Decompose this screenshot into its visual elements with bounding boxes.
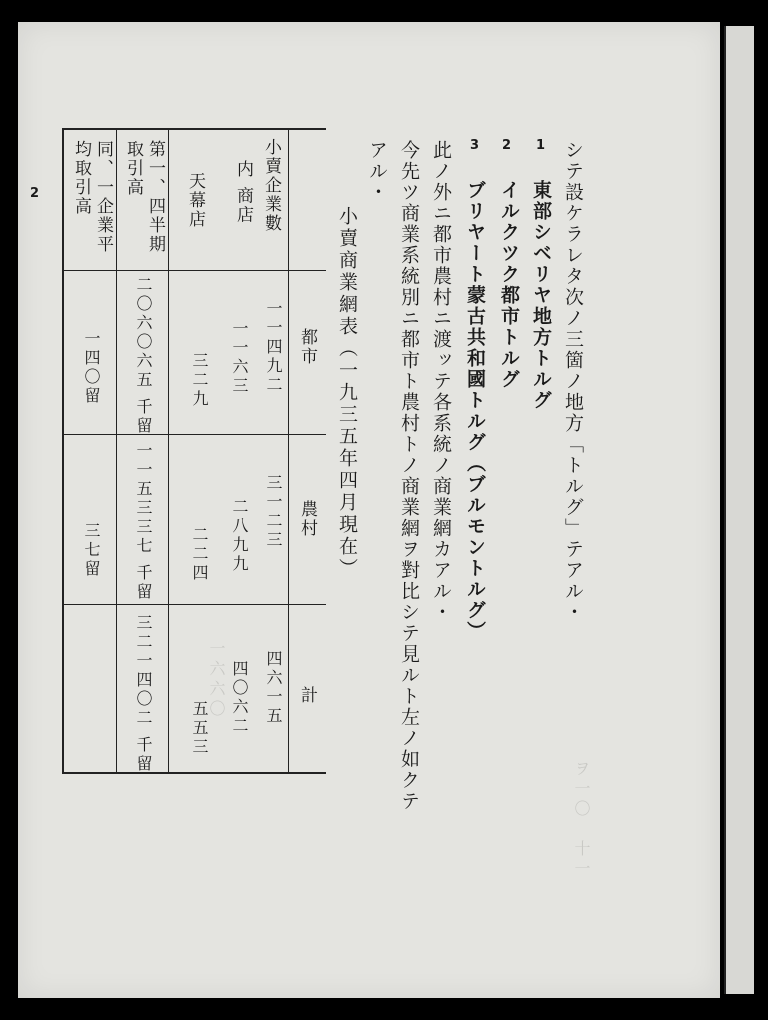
col-header-rural: 農村 (297, 500, 317, 538)
bleed-through-text: 一六六〇 (207, 640, 226, 720)
body-item-1: 東部シベリヤ地方トルグ (530, 180, 552, 411)
item-number-1: 1 (536, 138, 546, 153)
body-item-2: イルクツク都市トルグ (498, 180, 520, 390)
cell-turnover-total: 三二一四〇二 千留 (134, 614, 153, 775)
cell-tents-urban: 三二九 (190, 352, 209, 409)
body-line-5: 此ノ外ニ都市農村ニ渡ッテ各系統ノ商業網カアル・ (430, 140, 452, 623)
col-header-total: 計 (297, 686, 317, 705)
adjacent-page-edge (724, 26, 754, 994)
cell-turnover-urban: 二〇六〇六五 千留 (134, 276, 153, 437)
col-header-urban: 都市 (297, 328, 317, 366)
table-rule (64, 270, 326, 271)
table-rule (288, 130, 289, 772)
cell-shops-rural: 二八九九 (230, 498, 249, 574)
row-label-avg-turnover: 同、一企業平均取引高 (71, 140, 113, 254)
bleed-through-text: ヲ一〇 十一 (572, 760, 591, 880)
body-line-7: アル・ (366, 140, 388, 203)
item-number-3: 3 (470, 138, 480, 153)
cell-enterprises-rural: 三一二三 (264, 474, 283, 550)
cell-shops-urban: 一一六三 (230, 320, 249, 396)
cell-avg-urban: 一四〇留 (82, 330, 101, 406)
table-rule (168, 130, 169, 772)
body-line-1: シテ設ケラレタ次ノ三箇ノ地方「トルグ」テアル・ (562, 140, 584, 623)
cell-avg-rural: 三七留 (82, 522, 101, 579)
cell-enterprises-urban: 一一四九二 (264, 300, 283, 395)
row-label-enterprises: 小賣企業數 (261, 138, 281, 233)
table-rule (116, 130, 117, 772)
cell-turnover-rural: 一一五三三七 千留 (134, 442, 153, 603)
item-number-2: 2 (502, 138, 512, 153)
body-item-3: ブリヤート蒙古共和國トルグ（ブルモントルグ） (464, 180, 486, 642)
row-label-turnover: 第一、四半期取引高 (123, 140, 165, 254)
table-caption: 小賣商業網表（一九三五年四月現在） (336, 206, 358, 580)
row-label-tents: 天幕店 (185, 172, 205, 229)
page-number: 2 (30, 186, 40, 201)
cell-tents-rural: 二二四 (190, 526, 209, 583)
row-label-shops: 内 商店 (233, 160, 253, 225)
cell-enterprises-total: 四六一五 (264, 650, 283, 726)
commerce-table (62, 128, 326, 774)
table-rule (64, 434, 326, 435)
cell-tents-total: 五五三 (190, 700, 209, 757)
table-rule (64, 604, 326, 605)
body-line-6: 今先ツ商業系統別ニ都市ト農村トノ商業網ヲ對比シテ見ルト左ノ如クテ (398, 140, 420, 812)
cell-shops-total: 四〇六二 (230, 660, 249, 736)
